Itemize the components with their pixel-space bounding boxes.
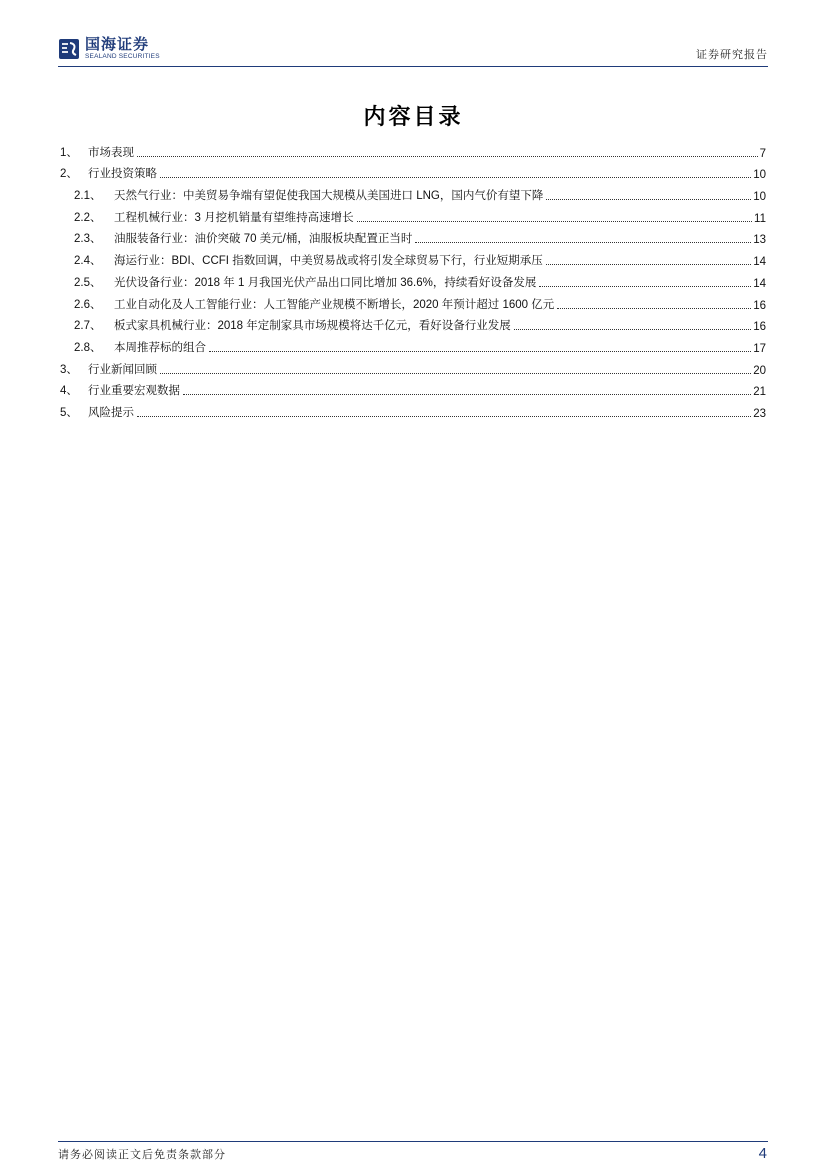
toc-entry-number: 2.3、 [74, 233, 102, 246]
sealand-logo [58, 36, 160, 62]
toc-leader-dots [160, 177, 751, 178]
toc-entry[interactable] [60, 160, 766, 182]
toc-entry[interactable] [60, 246, 766, 268]
toc-entry-page: 17 [753, 342, 766, 355]
toc-entry-page: 7 [759, 147, 766, 160]
toc-entry-title: 工程机械行业：3 月挖机销量有望维持高速增长 [114, 211, 354, 224]
toc-entry[interactable] [60, 138, 766, 160]
toc-entry[interactable] [60, 312, 766, 334]
toc-entry-title: 本周推荐标的组合 [114, 341, 206, 354]
toc-entry-title: 工业自动化及人工智能行业：人工智能产业规模不断增长，2020 年预计超过 1600 亿元 [114, 298, 555, 311]
toc-entry-title: 光伏设备行业：2018 年 1 月我国光伏产品出口同比增加 36.6%，持续看好设备发展 [114, 276, 537, 289]
toc-entry-title: 板式家具机械行业：2018 年定制家具市场规模将达千亿元，看好设备行业发展 [114, 320, 511, 333]
toc-entry[interactable] [60, 398, 766, 420]
toc-entry-title: 风险提示 [88, 406, 134, 419]
toc-entry-page: 21 [753, 386, 766, 399]
toc-entry-number: 2.8、 [74, 341, 102, 354]
toc-entry-title: 市场表现 [88, 146, 134, 159]
toc-leader-dots [357, 221, 752, 222]
toc-entry[interactable] [60, 355, 766, 377]
header-divider [58, 66, 768, 67]
toc-entry-number: 2.6、 [74, 298, 102, 311]
toc-entry-number: 4、 [60, 385, 78, 398]
toc-entry-title: 行业投资策略 [88, 168, 157, 181]
toc-leader-dots [137, 416, 751, 417]
toc-entry-page: 16 [753, 321, 766, 334]
toc-entry-page: 20 [753, 364, 766, 377]
toc-leader-dots [546, 264, 752, 265]
toc-leader-dots [183, 394, 751, 395]
toc-leader-dots [137, 156, 758, 157]
toc-entry-number: 2.7、 [74, 320, 102, 333]
toc-entry-title: 海运行业：BDI、CCFI 指数回调，中美贸易战或将引发全球贸易下行，行业短期承压 [114, 255, 543, 268]
toc-entry-page: 14 [753, 277, 766, 290]
toc-entry-number: 2.5、 [74, 276, 102, 289]
toc-entry-title: 油服装备行业：油价突破 70 美元/桶，油服板块配置正当时 [114, 233, 413, 246]
toc-entry-page: 23 [753, 407, 766, 420]
toc-leader-dots [557, 308, 751, 309]
page-number: 4 [758, 1145, 767, 1162]
toc-entry[interactable] [60, 268, 766, 290]
toc-leader-dots [160, 373, 751, 374]
toc-entry[interactable] [60, 377, 766, 399]
toc-leader-dots [539, 286, 751, 287]
toc-entry-number: 2.4、 [74, 255, 102, 268]
toc-entry-number: 2.2、 [74, 211, 102, 224]
toc-entry-title: 天然气行业：中美贸易争端有望促使我国大规模从美国进口 LNG，国内气价有望下降 [114, 190, 544, 203]
toc-entry-number: 2、 [60, 168, 78, 181]
toc-title: 内容目录 [363, 104, 464, 129]
toc-entry-page: 11 [754, 212, 766, 225]
toc-entry-title: 行业重要宏观数据 [88, 385, 180, 398]
toc-entry-title: 行业新闻回顾 [88, 363, 157, 376]
logo-english-name: SEALAND SECURITIES [85, 53, 160, 61]
logo-chinese-name: 国海证券 [85, 36, 150, 54]
toc-leader-dots [546, 199, 751, 200]
toc-leader-dots [415, 242, 751, 243]
footer-disclaimer: 请务必阅读正文后免责条款部分 [58, 1149, 226, 1161]
toc-entry-number: 2.1、 [74, 190, 102, 203]
sealand-logo-icon [58, 38, 80, 60]
toc-entry-page: 16 [753, 299, 766, 312]
toc-entry[interactable] [60, 333, 766, 355]
toc-entry[interactable] [60, 290, 766, 312]
toc-leader-dots [514, 329, 751, 330]
toc-entry-page: 10 [753, 191, 766, 204]
report-type-label: 证券研究报告 [696, 49, 768, 61]
footer-divider [58, 1141, 768, 1142]
table-of-contents [60, 138, 766, 420]
toc-leader-dots [209, 351, 751, 352]
toc-entry-number: 1、 [60, 146, 78, 159]
toc-entry-page: 14 [753, 256, 766, 269]
page-header [58, 36, 768, 62]
toc-entry-number: 3、 [60, 363, 78, 376]
toc-entry-number: 5、 [60, 406, 78, 419]
toc-entry[interactable] [60, 225, 766, 247]
toc-entry[interactable] [60, 181, 766, 203]
toc-entry[interactable] [60, 203, 766, 225]
toc-entry-page: 10 [753, 169, 766, 182]
toc-entry-page: 13 [753, 234, 766, 247]
